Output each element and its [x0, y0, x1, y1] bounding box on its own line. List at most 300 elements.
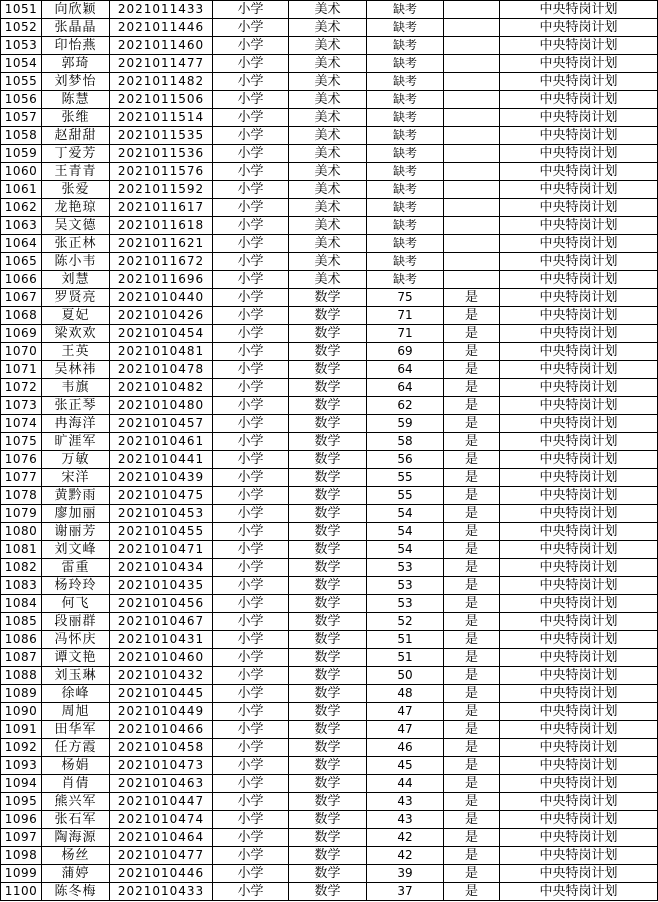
plan-cell: 中央特岗计划 [500, 595, 658, 613]
candidate-name-cell: 韦旗 [42, 379, 110, 397]
table-row [1, 757, 658, 775]
pass-cell: 是 [444, 379, 500, 397]
score-cell: 37 [367, 883, 444, 901]
pass-cell: 是 [444, 397, 500, 415]
score-cell: 71 [367, 325, 444, 343]
plan-cell: 中央特岗计划 [500, 91, 658, 109]
score-cell: 43 [367, 811, 444, 829]
plan-cell: 中央特岗计划 [500, 199, 658, 217]
school-level-cell: 小学 [213, 541, 289, 559]
exam-id-cell: 2021010473 [110, 757, 213, 775]
row-number-cell: 1100 [1, 883, 42, 901]
pass-cell: 是 [444, 361, 500, 379]
candidate-name-cell: 宋洋 [42, 469, 110, 487]
pass-cell [444, 73, 500, 91]
table-row [1, 415, 658, 433]
subject-cell: 数学 [289, 703, 367, 721]
subject-cell: 数学 [289, 541, 367, 559]
table-row [1, 91, 658, 109]
candidate-name-cell: 段丽群 [42, 613, 110, 631]
table-row [1, 829, 658, 847]
exam-id-cell: 2021011535 [110, 127, 213, 145]
row-number-cell: 1074 [1, 415, 42, 433]
pass-cell: 是 [444, 613, 500, 631]
plan-cell: 中央特岗计划 [500, 109, 658, 127]
table-row [1, 739, 658, 757]
row-number-cell: 1077 [1, 469, 42, 487]
pass-cell: 是 [444, 775, 500, 793]
exam-id-cell: 2021010460 [110, 649, 213, 667]
score-cell: 42 [367, 847, 444, 865]
candidate-name-cell: 何飞 [42, 595, 110, 613]
subject-cell: 数学 [289, 361, 367, 379]
candidate-name-cell: 冯怀庆 [42, 631, 110, 649]
score-cell: 缺考 [367, 163, 444, 181]
exam-id-cell: 2021011460 [110, 37, 213, 55]
score-cell: 58 [367, 433, 444, 451]
plan-cell: 中央特岗计划 [500, 847, 658, 865]
candidate-name-cell: 冉海洋 [42, 415, 110, 433]
pass-cell [444, 55, 500, 73]
exam-id-cell: 2021010474 [110, 811, 213, 829]
table-row [1, 667, 658, 685]
pass-cell [444, 19, 500, 37]
plan-cell: 中央特岗计划 [500, 649, 658, 667]
row-number-cell: 1097 [1, 829, 42, 847]
exam-id-cell: 2021010458 [110, 739, 213, 757]
table-row [1, 451, 658, 469]
subject-cell: 数学 [289, 487, 367, 505]
table-body [1, 1, 658, 901]
score-cell: 51 [367, 631, 444, 649]
row-number-cell: 1062 [1, 199, 42, 217]
subject-cell: 数学 [289, 649, 367, 667]
score-cell: 53 [367, 577, 444, 595]
candidate-name-cell: 罗贤亮 [42, 289, 110, 307]
table-row [1, 577, 658, 595]
row-number-cell: 1064 [1, 235, 42, 253]
pass-cell: 是 [444, 667, 500, 685]
school-level-cell: 小学 [213, 865, 289, 883]
score-cell: 缺考 [367, 37, 444, 55]
candidate-name-cell: 夏妃 [42, 307, 110, 325]
table-row [1, 37, 658, 55]
pass-cell [444, 109, 500, 127]
row-number-cell: 1069 [1, 325, 42, 343]
exam-id-cell: 2021011477 [110, 55, 213, 73]
plan-cell: 中央特岗计划 [500, 181, 658, 199]
school-level-cell: 小学 [213, 307, 289, 325]
score-cell: 42 [367, 829, 444, 847]
candidate-name-cell: 张石军 [42, 811, 110, 829]
school-level-cell: 小学 [213, 883, 289, 901]
exam-id-cell: 2021010432 [110, 667, 213, 685]
subject-cell: 数学 [289, 595, 367, 613]
table-row [1, 217, 658, 235]
pass-cell [444, 91, 500, 109]
school-level-cell: 小学 [213, 523, 289, 541]
school-level-cell: 小学 [213, 649, 289, 667]
subject-cell: 美术 [289, 19, 367, 37]
table-row [1, 685, 658, 703]
subject-cell: 美术 [289, 253, 367, 271]
score-cell: 缺考 [367, 55, 444, 73]
candidate-name-cell: 徐峰 [42, 685, 110, 703]
plan-cell: 中央特岗计划 [500, 811, 658, 829]
exam-id-cell: 2021010482 [110, 379, 213, 397]
candidate-name-cell: 旷涯军 [42, 433, 110, 451]
pass-cell: 是 [444, 487, 500, 505]
plan-cell: 中央特岗计划 [500, 271, 658, 289]
candidate-name-cell: 刘文峰 [42, 541, 110, 559]
candidate-name-cell: 周旭 [42, 703, 110, 721]
table-row [1, 127, 658, 145]
row-number-cell: 1052 [1, 19, 42, 37]
pass-cell: 是 [444, 703, 500, 721]
exam-id-cell: 2021011672 [110, 253, 213, 271]
subject-cell: 美术 [289, 271, 367, 289]
school-level-cell: 小学 [213, 1, 289, 19]
exam-id-cell: 2021010455 [110, 523, 213, 541]
plan-cell: 中央特岗计划 [500, 577, 658, 595]
subject-cell: 美术 [289, 127, 367, 145]
plan-cell: 中央特岗计划 [500, 739, 658, 757]
candidate-name-cell: 任方霞 [42, 739, 110, 757]
plan-cell: 中央特岗计划 [500, 631, 658, 649]
score-cell: 53 [367, 559, 444, 577]
exam-id-cell: 2021010445 [110, 685, 213, 703]
pass-cell: 是 [444, 595, 500, 613]
row-number-cell: 1094 [1, 775, 42, 793]
subject-cell: 数学 [289, 757, 367, 775]
pass-cell: 是 [444, 811, 500, 829]
candidate-name-cell: 谭文艳 [42, 649, 110, 667]
subject-cell: 数学 [289, 451, 367, 469]
plan-cell: 中央特岗计划 [500, 343, 658, 361]
row-number-cell: 1086 [1, 631, 42, 649]
school-level-cell: 小学 [213, 253, 289, 271]
school-level-cell: 小学 [213, 631, 289, 649]
score-cell: 缺考 [367, 235, 444, 253]
plan-cell: 中央特岗计划 [500, 253, 658, 271]
candidate-name-cell: 张维 [42, 109, 110, 127]
school-level-cell: 小学 [213, 487, 289, 505]
pass-cell: 是 [444, 451, 500, 469]
row-number-cell: 1083 [1, 577, 42, 595]
school-level-cell: 小学 [213, 199, 289, 217]
score-cell: 59 [367, 415, 444, 433]
school-level-cell: 小学 [213, 577, 289, 595]
exam-id-cell: 2021011514 [110, 109, 213, 127]
row-number-cell: 1085 [1, 613, 42, 631]
candidate-name-cell: 吴林祎 [42, 361, 110, 379]
table-row [1, 289, 658, 307]
plan-cell: 中央特岗计划 [500, 487, 658, 505]
table-row [1, 721, 658, 739]
row-number-cell: 1066 [1, 271, 42, 289]
candidate-name-cell: 陈慧 [42, 91, 110, 109]
pass-cell: 是 [444, 739, 500, 757]
plan-cell: 中央特岗计划 [500, 217, 658, 235]
table-row [1, 793, 658, 811]
school-level-cell: 小学 [213, 235, 289, 253]
plan-cell: 中央特岗计划 [500, 883, 658, 901]
score-cell: 69 [367, 343, 444, 361]
row-number-cell: 1090 [1, 703, 42, 721]
row-number-cell: 1091 [1, 721, 42, 739]
table-row [1, 253, 658, 271]
plan-cell: 中央特岗计划 [500, 613, 658, 631]
plan-cell: 中央特岗计划 [500, 289, 658, 307]
pass-cell [444, 217, 500, 235]
subject-cell: 数学 [289, 307, 367, 325]
score-cell: 47 [367, 703, 444, 721]
candidate-name-cell: 吴文德 [42, 217, 110, 235]
subject-cell: 美术 [289, 37, 367, 55]
pass-cell: 是 [444, 343, 500, 361]
pass-cell: 是 [444, 721, 500, 739]
pass-cell: 是 [444, 649, 500, 667]
subject-cell: 数学 [289, 865, 367, 883]
pass-cell [444, 1, 500, 19]
table-row [1, 325, 658, 343]
candidate-name-cell: 廖加丽 [42, 505, 110, 523]
subject-cell: 美术 [289, 91, 367, 109]
table-row [1, 847, 658, 865]
exam-id-cell: 2021010434 [110, 559, 213, 577]
score-cell: 缺考 [367, 127, 444, 145]
school-level-cell: 小学 [213, 73, 289, 91]
plan-cell: 中央特岗计划 [500, 541, 658, 559]
pass-cell: 是 [444, 433, 500, 451]
row-number-cell: 1073 [1, 397, 42, 415]
subject-cell: 数学 [289, 613, 367, 631]
table-row [1, 649, 658, 667]
pass-cell: 是 [444, 289, 500, 307]
score-cell: 55 [367, 487, 444, 505]
row-number-cell: 1068 [1, 307, 42, 325]
row-number-cell: 1058 [1, 127, 42, 145]
plan-cell: 中央特岗计划 [500, 703, 658, 721]
exam-id-cell: 2021011433 [110, 1, 213, 19]
row-number-cell: 1089 [1, 685, 42, 703]
row-number-cell: 1082 [1, 559, 42, 577]
plan-cell: 中央特岗计划 [500, 415, 658, 433]
pass-cell: 是 [444, 793, 500, 811]
plan-cell: 中央特岗计划 [500, 667, 658, 685]
row-number-cell: 1092 [1, 739, 42, 757]
table-row [1, 865, 658, 883]
score-cell: 45 [367, 757, 444, 775]
table-row [1, 145, 658, 163]
candidate-name-cell: 梁欢欢 [42, 325, 110, 343]
plan-cell: 中央特岗计划 [500, 163, 658, 181]
candidate-name-cell: 陈冬梅 [42, 883, 110, 901]
table-row [1, 487, 658, 505]
table-row [1, 613, 658, 631]
pass-cell [444, 199, 500, 217]
pass-cell: 是 [444, 523, 500, 541]
subject-cell: 数学 [289, 721, 367, 739]
exam-id-cell: 2021010446 [110, 865, 213, 883]
row-number-cell: 1053 [1, 37, 42, 55]
school-level-cell: 小学 [213, 703, 289, 721]
plan-cell: 中央特岗计划 [500, 307, 658, 325]
row-number-cell: 1060 [1, 163, 42, 181]
school-level-cell: 小学 [213, 217, 289, 235]
table-row [1, 775, 658, 793]
pass-cell: 是 [444, 685, 500, 703]
plan-cell: 中央特岗计划 [500, 325, 658, 343]
row-number-cell: 1098 [1, 847, 42, 865]
row-number-cell: 1067 [1, 289, 42, 307]
plan-cell: 中央特岗计划 [500, 469, 658, 487]
plan-cell: 中央特岗计划 [500, 37, 658, 55]
pass-cell: 是 [444, 865, 500, 883]
table-row [1, 379, 658, 397]
pass-cell [444, 235, 500, 253]
exam-id-cell: 2021010441 [110, 451, 213, 469]
plan-cell: 中央特岗计划 [500, 757, 658, 775]
exam-id-cell: 2021010453 [110, 505, 213, 523]
subject-cell: 数学 [289, 793, 367, 811]
exam-id-cell: 2021010449 [110, 703, 213, 721]
plan-cell: 中央特岗计划 [500, 19, 658, 37]
score-cell: 48 [367, 685, 444, 703]
row-number-cell: 1055 [1, 73, 42, 91]
plan-cell: 中央特岗计划 [500, 235, 658, 253]
plan-cell: 中央特岗计划 [500, 793, 658, 811]
candidate-name-cell: 蒲婷 [42, 865, 110, 883]
school-level-cell: 小学 [213, 757, 289, 775]
table-row [1, 1, 658, 19]
pass-cell [444, 271, 500, 289]
plan-cell: 中央特岗计划 [500, 1, 658, 19]
subject-cell: 美术 [289, 217, 367, 235]
school-level-cell: 小学 [213, 37, 289, 55]
plan-cell: 中央特岗计划 [500, 451, 658, 469]
row-number-cell: 1065 [1, 253, 42, 271]
exam-id-cell: 2021010439 [110, 469, 213, 487]
candidate-name-cell: 印怡燕 [42, 37, 110, 55]
candidate-name-cell: 张晶晶 [42, 19, 110, 37]
school-level-cell: 小学 [213, 685, 289, 703]
subject-cell: 数学 [289, 469, 367, 487]
score-cell: 75 [367, 289, 444, 307]
exam-id-cell: 2021010478 [110, 361, 213, 379]
plan-cell: 中央特岗计划 [500, 145, 658, 163]
subject-cell: 美术 [289, 163, 367, 181]
plan-cell: 中央特岗计划 [500, 397, 658, 415]
exam-id-cell: 2021011576 [110, 163, 213, 181]
subject-cell: 数学 [289, 289, 367, 307]
row-number-cell: 1087 [1, 649, 42, 667]
row-number-cell: 1095 [1, 793, 42, 811]
subject-cell: 数学 [289, 631, 367, 649]
table-row [1, 541, 658, 559]
plan-cell: 中央特岗计划 [500, 865, 658, 883]
score-cell: 64 [367, 379, 444, 397]
subject-cell: 数学 [289, 847, 367, 865]
pass-cell [444, 37, 500, 55]
exam-id-cell: 2021010477 [110, 847, 213, 865]
subject-cell: 数学 [289, 415, 367, 433]
candidate-name-cell: 张正林 [42, 235, 110, 253]
pass-cell: 是 [444, 505, 500, 523]
exam-id-cell: 2021011592 [110, 181, 213, 199]
pass-cell: 是 [444, 541, 500, 559]
school-level-cell: 小学 [213, 505, 289, 523]
candidate-name-cell: 王青青 [42, 163, 110, 181]
score-cell: 53 [367, 595, 444, 613]
plan-cell: 中央特岗计划 [500, 829, 658, 847]
row-number-cell: 1061 [1, 181, 42, 199]
plan-cell: 中央特岗计划 [500, 523, 658, 541]
score-cell: 缺考 [367, 145, 444, 163]
table-row [1, 19, 658, 37]
score-cell: 缺考 [367, 181, 444, 199]
score-cell: 缺考 [367, 271, 444, 289]
school-level-cell: 小学 [213, 559, 289, 577]
school-level-cell: 小学 [213, 811, 289, 829]
score-cell: 缺考 [367, 73, 444, 91]
table-row [1, 181, 658, 199]
subject-cell: 数学 [289, 739, 367, 757]
school-level-cell: 小学 [213, 91, 289, 109]
score-cell: 54 [367, 523, 444, 541]
pass-cell [444, 253, 500, 271]
plan-cell: 中央特岗计划 [500, 55, 658, 73]
table-row [1, 505, 658, 523]
candidate-name-cell: 赵甜甜 [42, 127, 110, 145]
score-cell: 64 [367, 361, 444, 379]
score-cell: 50 [367, 667, 444, 685]
row-number-cell: 1072 [1, 379, 42, 397]
score-cell: 缺考 [367, 109, 444, 127]
school-level-cell: 小学 [213, 397, 289, 415]
subject-cell: 美术 [289, 1, 367, 19]
plan-cell: 中央特岗计划 [500, 721, 658, 739]
pass-cell: 是 [444, 829, 500, 847]
row-number-cell: 1093 [1, 757, 42, 775]
exam-id-cell: 2021010435 [110, 577, 213, 595]
table-row [1, 109, 658, 127]
candidate-name-cell: 陈小韦 [42, 253, 110, 271]
pass-cell [444, 181, 500, 199]
candidate-name-cell: 陶海源 [42, 829, 110, 847]
school-level-cell: 小学 [213, 451, 289, 469]
subject-cell: 美术 [289, 199, 367, 217]
table-row [1, 811, 658, 829]
row-number-cell: 1099 [1, 865, 42, 883]
table-row [1, 631, 658, 649]
pass-cell: 是 [444, 577, 500, 595]
table-row [1, 235, 658, 253]
table-row [1, 595, 658, 613]
subject-cell: 数学 [289, 559, 367, 577]
school-level-cell: 小学 [213, 721, 289, 739]
table-row [1, 397, 658, 415]
school-level-cell: 小学 [213, 415, 289, 433]
subject-cell: 数学 [289, 775, 367, 793]
exam-id-cell: 2021011536 [110, 145, 213, 163]
exam-id-cell: 2021010431 [110, 631, 213, 649]
table-row [1, 343, 658, 361]
plan-cell: 中央特岗计划 [500, 127, 658, 145]
pass-cell [444, 145, 500, 163]
candidate-name-cell: 丁爱芳 [42, 145, 110, 163]
exam-id-cell: 2021010433 [110, 883, 213, 901]
